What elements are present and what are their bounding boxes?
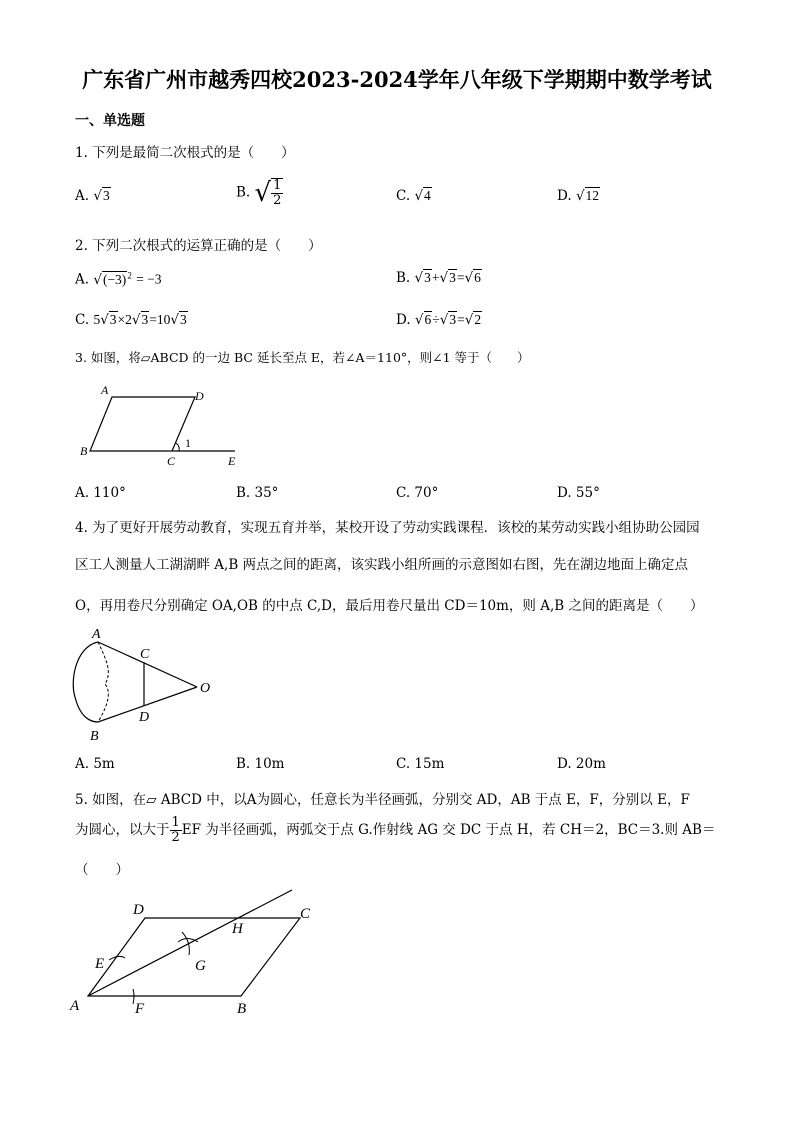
label-a: A — [92, 627, 101, 642]
radicand: 3 — [102, 188, 110, 203]
lake-chord — [98, 642, 108, 722]
label-g: G — [195, 958, 206, 974]
sqrt-sign: √ — [254, 178, 272, 208]
question-4-line-2: 区工人测量人工湖湖畔 A,B 两点之间的距离，该实践小组所画的示意图如右图，先在湖边地面上确定点 — [75, 557, 689, 573]
parallelogram-abcd — [88, 918, 300, 996]
option-label: C. — [75, 312, 90, 328]
option-label: D. — [557, 188, 572, 204]
arc-e — [109, 956, 125, 960]
arc-g2 — [182, 932, 189, 955]
question-1-stem: 1. 下列是最简二次根式的是（ ） — [75, 145, 295, 161]
option-label: A. — [75, 271, 90, 288]
label-b: B — [237, 1001, 247, 1017]
q3-option-c[interactable]: C. 70° — [396, 485, 439, 501]
ray-ag — [88, 890, 292, 996]
label-c: C — [167, 454, 176, 468]
label-h: H — [232, 921, 243, 937]
radicand: 4 — [424, 188, 431, 203]
label-c: C — [300, 906, 311, 922]
label-b: B — [90, 729, 99, 744]
q4-option-a[interactable]: A. 5m — [75, 756, 115, 772]
question-4-line-3: O，再用卷尺分别确定 OA,OB 的中点 C,D，最后用卷尺量出 CD＝10m，则 A,B 之间的距离是（ ） — [75, 598, 704, 614]
option-label: D. — [396, 312, 411, 328]
rhs: = −3 — [136, 271, 162, 287]
label-c: C — [140, 647, 150, 662]
q3-option-d[interactable]: D. 55° — [557, 485, 600, 501]
label-e: E — [95, 956, 105, 972]
q2-option-c[interactable]: C. 5√3×2√3=10√3 — [75, 312, 187, 328]
question-5-line-1: 5. 如图，在▱ ABCD 中，以A为圆心，任意长为半径画弧，分别交 AD，AB 于点 E，F，分别以 E，F — [75, 792, 690, 808]
q4-option-c[interactable]: C. 15m — [396, 756, 445, 772]
option-label: B. — [236, 184, 251, 201]
q1-option-d[interactable] — [557, 188, 600, 204]
q4-option-b[interactable]: B. 10m — [236, 756, 285, 772]
q2-option-d[interactable]: D. √6÷√3=√2 — [396, 312, 482, 328]
sqrt-expression: √12 — [575, 188, 600, 204]
label-a: A — [101, 383, 109, 397]
sqrt-expression: √4 — [414, 188, 431, 204]
construction-figure — [65, 880, 335, 1020]
radicand: 12 — [585, 188, 600, 203]
sqrt-expression: $√(-3)^2$ — [93, 270, 132, 288]
label-d: D — [195, 389, 204, 403]
question-3-stem: 3. 如图，将▱ABCD 的一边 BC 延长至点 E，若∠A＝110°，则∠1 等于（ ） — [75, 350, 530, 365]
parallelogram-figure — [75, 380, 255, 470]
fraction: $\frac{1}{2}$ — [273, 178, 282, 208]
question-2-stem: 2. 下列二次根式的运算正确的是（ ） — [75, 238, 322, 254]
parallelogram-abcd — [90, 397, 195, 451]
q3-option-a[interactable]: A. 110° — [75, 485, 126, 501]
option-label: B. — [396, 270, 411, 286]
label-d: D — [133, 902, 144, 918]
lake-outline — [73, 642, 98, 722]
option-label: A. — [75, 188, 90, 204]
label-angle-1: 1 — [185, 436, 191, 450]
label-a: A — [70, 998, 80, 1014]
section-heading: 一、单选题 — [75, 113, 145, 129]
q1-option-a[interactable] — [75, 188, 111, 204]
q1-option-c[interactable] — [396, 188, 432, 204]
label-b: B — [80, 444, 88, 458]
q2-option-b[interactable]: B. √3+√3=√6 — [396, 270, 481, 286]
q3-option-b[interactable]: B. 35° — [236, 485, 279, 501]
label-d: D — [139, 710, 150, 725]
q4-option-d[interactable]: D. 20m — [557, 756, 606, 772]
question-5-line-3: （ ） — [75, 862, 129, 878]
lake-figure — [65, 622, 225, 744]
option-label: C. — [396, 188, 411, 204]
label-o: O — [200, 681, 211, 696]
sqrt-expression: √3 — [93, 188, 110, 204]
angle-1-arc — [176, 443, 179, 451]
fraction: $\frac{1}{2}$ — [171, 815, 180, 845]
q1-option-b[interactable] — [236, 178, 283, 208]
label-f: F — [135, 1001, 145, 1017]
q2-option-a[interactable] — [75, 270, 161, 288]
question-5-line-2: 为圆心，以大于 $\frac{1}{2}$ EF 为半径画弧，两弧交于点 G.作射线 AG 交 DC 于点 H，若 CH＝2，BC＝3.则 AB＝ — [75, 815, 716, 845]
question-4-line-1: 4. 为了更好开展劳动教育，实现五育并举，某校开设了劳动实践课程．该校的某劳动实践小组协助公园园 — [75, 520, 700, 536]
label-e: E — [228, 454, 236, 468]
page-title: 广东省广州市越秀四校2023-2024学年八年级下学期期中数学考试 — [82, 67, 712, 92]
